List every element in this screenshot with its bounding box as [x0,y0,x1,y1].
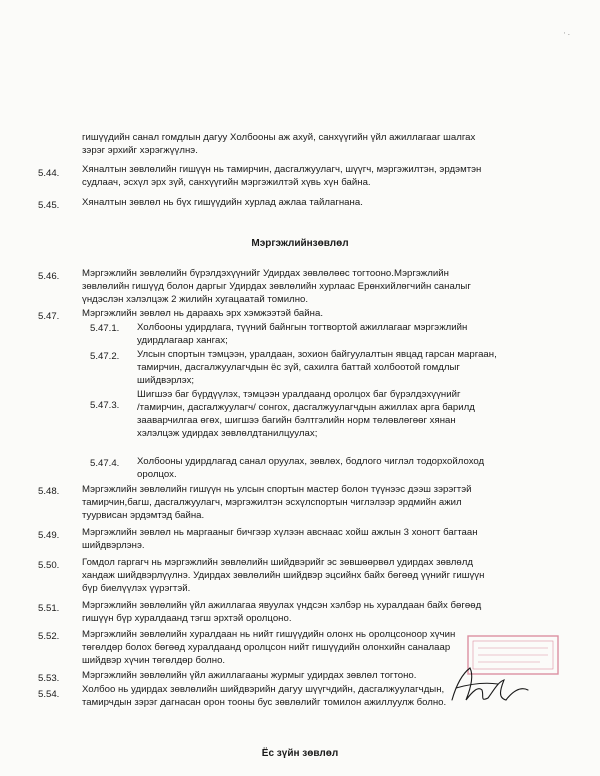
scan-specks: ∙ . [563,28,570,37]
text-line: шийдвэр хүчин төгөлдөр болно. [82,655,226,666]
clause-number: 5.53. [38,673,60,684]
clause-number: 5.51. [38,603,60,614]
subclause-number: 5.47.4. [90,458,120,469]
clause-number: 5.47. [38,311,60,322]
text-line: Хяналтын зөвлөл нь бүх гишүүдийн хурлад ажлаа тайлагнана. [82,197,363,208]
text-line: зэрэг эрхийг хэрэгжүүлнэ. [82,145,198,156]
section-heading: Ёс зүйн зөвлөл [261,748,339,759]
text-line: Мэргэжлийн зөвлөлийн үйл ажиллагаа явуулах үндсэн хэлбэр нь хуралдаан байх бөгөөд [82,600,482,611]
text-line: Мэргэжлийн зөвлөл нь дараахь эрх хэмжээтэй байна. [82,308,324,319]
clause-number: 5.45. [38,200,60,211]
text-line: бүр биелүүлэх үүрэгтэй. [82,583,191,594]
text-line: тамирчин,багш, дасгалжуулагч, мэргэжилтэн эсхүлспортын чиглэлээр эрдмийн ажил [82,497,462,508]
text-line: Шигшээ баг бүрдүүлэх, тэмцээн уралдаанд оролцох баг бүрэлдэхүүнийг [137,389,461,400]
text-line: хэлэлцэж удирдах зөвлөлдтанилцуулах; [137,428,318,439]
text-line: зөвлөлийн гишүүд болон даргыг Удирдах зөвлөлийн хурлаас Ерөнхийлөгчийн саналыг [82,281,471,292]
text-line: гишүүн бүр хуралдаанд тэгш эрхтэй оролцоно. [82,613,292,624]
clause-number: 5.52. [38,631,60,642]
text-line: зааварчилгаа өгөх, шигшээ багийн бэлтгэлийн норм төлөвлөгөөг хянан [137,415,456,426]
signature [452,668,528,700]
clause-number: 5.46. [38,271,60,282]
text-line: Улсын спортын тэмцээн, уралдаан, зохион байгуулалтын явцад гарсан маргаан, [137,349,497,360]
clause-number: 5.44. [38,168,60,179]
text-line: удирдлагаар хангах; [137,335,228,346]
text-line: гишүүдийн санал гомдлын дагуу Холбооны аж ахуй, санхүүгийн үйл ажиллагааг шалгах [82,132,476,143]
text-line: тамирчдын зэрэг дагнасан орон тооны бус зөвлөлийг томилон ажиллуулж болно. [82,697,447,708]
text-line: Мэргэжлийн зөвлөл нь маргааныг бичгээр хүлээн авснаас хойш ажлын 3 хоногт багтаан [82,527,478,538]
text-line: Мэргэжлийн зөвлөлийн бүрэлдэхүүнийг Удирдах зөвлөлөөс тогтооно.Мэргэжлийн [82,268,449,279]
text-line: шийдвэрлэх; [137,375,195,386]
subclause-number: 5.47.2. [90,351,120,362]
text-line: үндэслэн хэлэлцэж 2 жилийн хугацаатай томилно. [82,294,309,305]
clause-number: 5.48. [38,486,60,497]
clause-number: 5.50. [38,560,60,571]
text-line: Мэргэжлийн зөвлөлийн гишүүн нь улсын спортын мастер болон түүнээс дээш зэрэгтэй [82,484,472,495]
text-line: Холбооны удирдлагад санал оруулах, зөвлөх, бодлого чиглэл тодорхойлоход [137,456,485,467]
text-line: Холбоо нь удирдах зөвлөлийн шийдвэрийн дагуу шүүгчдийн, дасгалжуулагчдын, [82,684,445,695]
subclause-number: 5.47.3. [90,400,120,411]
text-line: туурвисан эрдэмтэд байна. [82,510,205,521]
clause-number: 5.54. [38,689,60,700]
text-line: хандаж шийдвэрлүүлнэ. Удирдах зөвлөлийн шийдвэр эцсийнх байх бөгөөд үүнийг гишүүн [82,570,485,581]
text-line: Гомдол гаргагч нь мэргэжлийн зөвлөлийн шийдвэрийг эс зөвшөөрвөл удирдах зөвлөлд [82,557,473,568]
clause-number: 5.49. [38,530,60,541]
text-line: төгөлдөр болох бөгөөд хуралдаанд оролцсон нийт гишүүдийн олонхийн саналаар [82,642,451,653]
text-line: Хяналтын зөвлөлийн гишүүн нь тамирчин, дасгалжуулагч, шүүгч, мэргэжилтэн, эрдэмтэн [82,164,482,175]
text-line: судлаач, эсхүл эрх зүй, санхүүгийн мэргэжилтэй хүвь хүн байна. [82,177,371,188]
text-line: Холбооны удирдлага, түүний байнгын тогтвортой ажиллагааг мэргэжлийн [137,322,468,333]
text-line: оролцох. [137,469,177,480]
text-line: тамирчин, дасгалжуулагчдын ёс зүй, сахилга баттай холбоотой гомдлыг [137,362,460,373]
text-line: /тамирчин, дасгалжуулагч/ сонгох, дасгалжуулагчдын ажиллах арга барилд [137,402,475,413]
text-line: Мэргэжлийн зөвлөлийн үйл ажиллагааны журмыг удирдах зөвлөл тогтоно. [82,670,417,681]
text-line: Мэргэжлийн зөвлөлийн хуралдаан нь нийт гишүүдийн олонх нь оролцсоноор хүчин [82,629,456,640]
section-heading: Мэргэжлийнзөвлөл [251,238,349,249]
text-line: шийдвэрлэнэ. [82,540,145,551]
official-stamp [468,636,558,674]
subclause-number: 5.47.1. [90,323,120,334]
